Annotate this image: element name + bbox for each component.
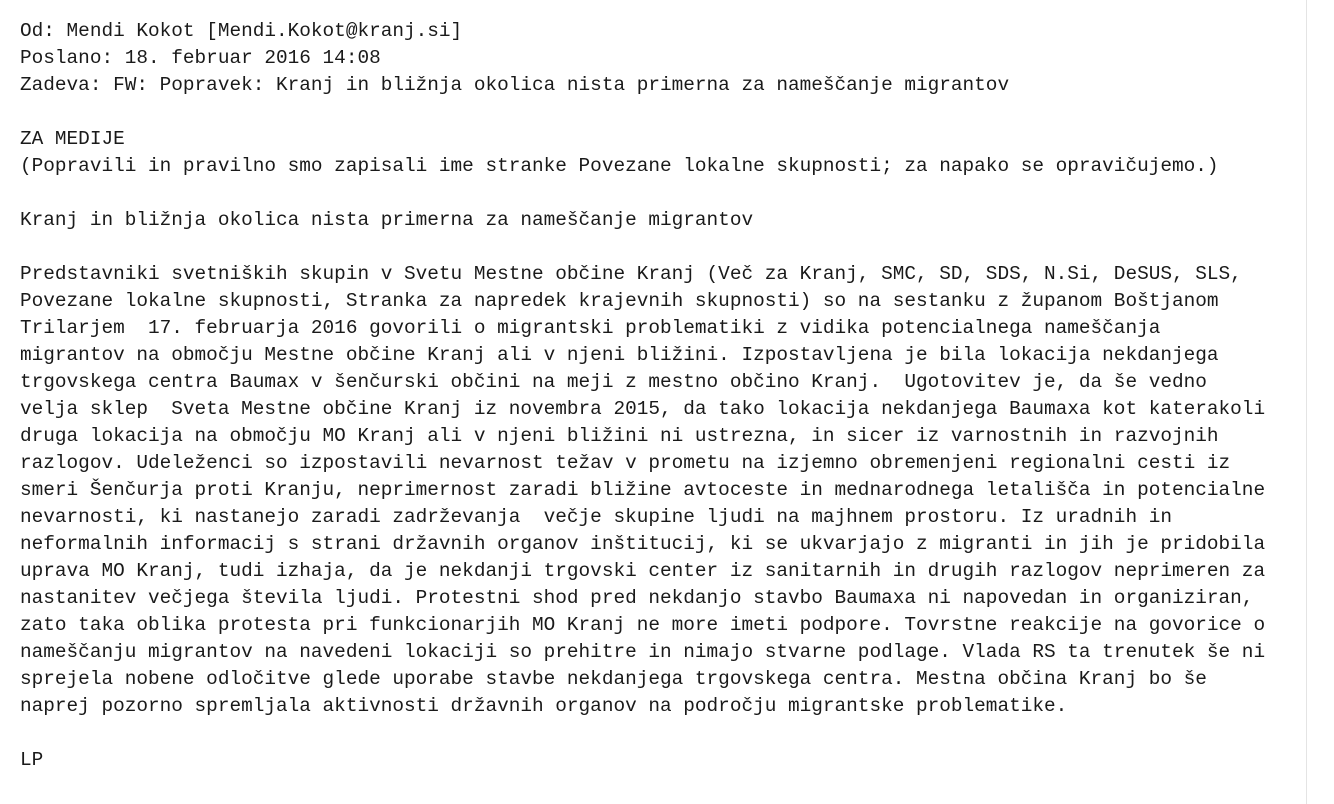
- paragraph-line: Trilarjem 17. februarja 2016 govorili o migrantski problematiki z vidika potencialnega nameščanja: [20, 317, 1161, 339]
- paragraph-line: nastanitev večjega števila ljudi. Protestni shod pred nekdanjo stavbo Baumaxa ni napovedan in organiziran,: [20, 587, 1254, 609]
- paragraph-line: smeri Šenčurja proti Kranju, neprimernost zaradi bližine avtoceste in mednarodnega letališča in potencialne: [20, 479, 1266, 501]
- paragraph-line: sprejela nobene odločitve glede uporabe stavbe nekdanjega trgovskega centra. Mestna občina Kranj bo še: [20, 668, 1207, 690]
- paragraph-line: nevarnosti, ki nastanejo zaradi zadrževanja večje skupine ljudi na majhnem prostoru. Iz uradnih in: [20, 506, 1172, 528]
- correction-note: (Popravili in pravilno smo zapisali ime stranke Povezane lokalne skupnosti; za napako se opravičujemo.): [20, 155, 1219, 177]
- paragraph-line: nameščanju migrantov na navedeni lokaciji so prehitre in nimajo stvarne podlage. Vlada RS ta trenutek še ni: [20, 641, 1266, 663]
- spacer: [20, 180, 1315, 207]
- paragraph-line: neformalnih informacij s strani državnih organov inštitucij, ki se ukvarjajo z migranti in jih je pridobila: [20, 533, 1266, 555]
- paragraph-line: razlogov. Udeleženci so izpostavili nevarnost težav v prometu na izjemno obremenjeni regionalni cesti iz: [20, 452, 1231, 474]
- spacer: [20, 720, 1315, 747]
- paragraph-line: uprava MO Kranj, tudi izhaja, da je nekdanji trgovski center iz sanitarnih in drugih razlogov neprimeren za: [20, 560, 1266, 582]
- paragraph-line: Povezane lokalne skupnosti, Stranka za napredek krajevnih skupnosti) so na sestanku z županom Boštjanom: [20, 290, 1219, 312]
- spacer: [20, 99, 1315, 126]
- paragraph-line: naprej pozorno spremljala aktivnosti državnih organov na področju migrantske problematike.: [20, 695, 1068, 717]
- spacer: [20, 234, 1315, 261]
- paragraph-line: druga lokacija na območju MO Kranj ali v njeni bližini ni ustrezna, in sicer iz varnostnih in razvojnih: [20, 425, 1219, 447]
- subject-line: Zadeva: FW: Popravek: Kranj in bližnja okolica nista primerna za nameščanje migrantov: [20, 74, 1010, 96]
- sent-line: Poslano: 18. februar 2016 14:08: [20, 47, 381, 69]
- paragraph-line: velja sklep Sveta Mestne občine Kranj iz novembra 2015, da tako lokacija nekdanjega Baumaxa kot katerakoli: [20, 398, 1266, 420]
- paragraph-line: trgovskega centra Baumax v šenčurski občini na meji z mestno občino Kranj. Ugotovitev je, da še vedno: [20, 371, 1207, 393]
- paragraph-line: migrantov na območju Mestne občine Kranj ali v njeni bližini. Izpostavljena je bila lokacija nekdanjega: [20, 344, 1219, 366]
- signoff: LP: [20, 749, 44, 771]
- paragraph-line: Predstavniki svetniških skupin v Svetu Mestne občine Kranj (Več za Kranj, SMC, SD, SDS, N.Si, DeSUS, SLS,: [20, 263, 1242, 285]
- media-label: ZA MEDIJE: [20, 128, 125, 150]
- press-paragraph: [20, 261, 1315, 720]
- from-line: Od: Mendi Kokot [Mendi.Kokot@kranj.si]: [20, 20, 463, 42]
- press-title: Kranj in bližnja okolica nista primerna za nameščanje migrantov: [20, 209, 754, 231]
- email-body: [20, 18, 1315, 774]
- paragraph-line: zato taka oblika protesta pri funkcionarjih MO Kranj ne more imeti podpore. Tovrstne reakcije na govorice o: [20, 614, 1266, 636]
